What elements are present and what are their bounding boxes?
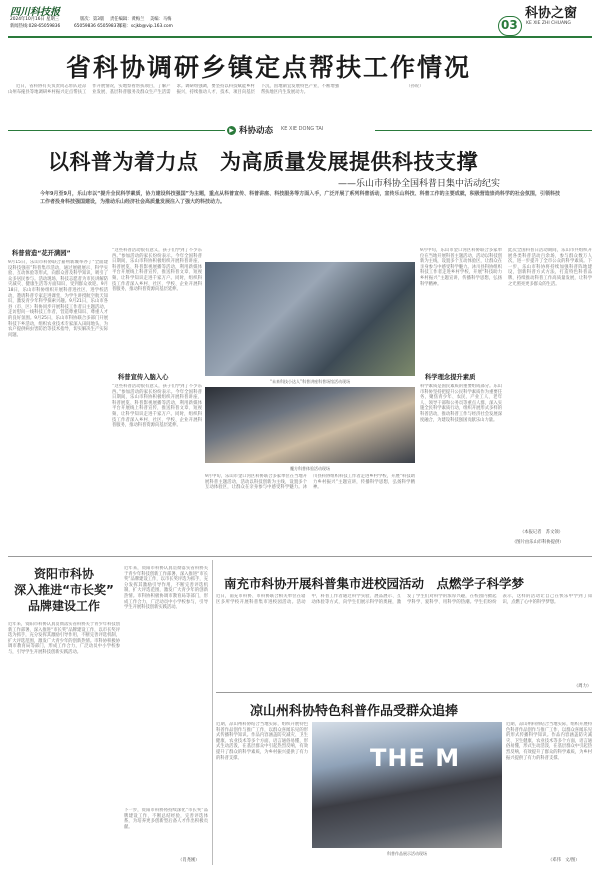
contact-extra: 65059836 65059837 xyxy=(74,24,120,29)
section-pinyin: KE XIE ZHI CHUANG xyxy=(526,21,571,26)
feature-photo-classroom-caption: “未来科技小达人”科普讲座科普场馆活动现场 xyxy=(269,379,351,384)
top-lead-text xyxy=(8,84,592,118)
contact-phone: 新闻热线:028-65059836 xyxy=(10,24,61,29)
masthead-rule xyxy=(8,36,592,38)
feature-intro: 今年9月至9月，乐山市以“提升全民科学素质，协力建设科技强国”为主题，重点从科普宣传、科普讲座、科技服务等方面入手，广泛开展了系列科普活动，宣传乐山科技、科普工作的主要成就，积极营造崇尚科学的社会氛围，引领科技工作者投身科技强国建设，为推动乐山经济社会高质量发展注入了强大的科技动力。 xyxy=(40,191,560,205)
top-headline: 省科协调研乡镇定点帮扶工作情况 xyxy=(66,53,472,82)
feature-under-photos-text: 9月中旬，乐山市金口河区科协联合多家单位在当地开展科普主题活动，活动以科技创新为主线，设置多个互动体验区，让群众在亲身参与中感受科学魅力。沐川县科协组织科技工作者走进乡村学校，开展“科技助力乡村振兴”主题宣讲，传播科学思想，弘扬科学精神。 xyxy=(205,474,415,491)
bottom-left-headline-line3: 品牌建设工作 xyxy=(27,599,100,613)
feature-col4-source: （图片由乐山市科协提供） xyxy=(512,540,564,545)
feature-col3-subhead: 科学理念提升素质 xyxy=(425,374,476,381)
feature-headline: 以科普为着力点 为高质量发展提供科技支撑 xyxy=(48,150,478,174)
feature-photo-cube xyxy=(205,387,415,463)
feature-col4-text: 此次全国科普日活动期间，乐山市共组织开展各类科普活动百余场，参与群众数万人次，进一步提升了全市公众的科学素质。下一步，乐山市科协将持续加强科普阵地建设，创新科普方式方法，打造特色科普品牌，持续推动科普工作高质量发展，让科学之光照亮更多群众的生活。 xyxy=(508,248,592,287)
bottom-right-rule xyxy=(216,692,592,693)
editor-credit: 责任编辑：黄梅兰 xyxy=(110,17,145,22)
section-bar-pinyin: KE XIE DONG TAI xyxy=(281,126,324,132)
feature-col2-text: “这些科普活动很有意义，孩子们学到了不少东西。”参加活动的家长纷纷表示。今年全国科普日期间，乐山市科协积极组织开展科普讲座、科普展览、科普影视展播等活动，利用新媒体平台开展线上科普宣传，推送科普文章、短视频，让科学知识走进千家万户。同时，组织科技工作者深入乡村、社区、学校、企业开展科普服务，推动科普资源向基层延伸。 xyxy=(112,248,202,293)
bottom-left-text-col2: 近年来，资阳市科协认真贯彻落实省科协关于青少年科技创新工作部署，深入推进“市长奖”品牌建设工作，以市长奖评选为抓手，充分发挥其激励引导作用，不断完善评选机制，扩大评选范围，激发广大青少年的创新热情。市科协积极协调市教育局等部门，形成工作合力，广泛动员中小学校参与，引导学生开展科技创新实践活动。 xyxy=(124,566,208,611)
feature-bottom-rule xyxy=(8,556,592,557)
section-bar-label: 科协动态 xyxy=(239,126,274,136)
nanchong-author: （周力） xyxy=(574,684,592,689)
top-lead: 近日，省科协有关负责同志带队赴凉山州布拖县等地调研乡村振兴定点帮扶工作开展情况，实地察看帮扶项目，了解产业发展、基层科普服务及群众生产生活需求。调研组强调，要坚持以科技赋能乡村振兴，持续推动人才、技术、项目向基层下沉，因地制宜发展特色产业，不断增强帮扶地区内生发展动力。 xyxy=(8,84,340,95)
masthead xyxy=(0,0,600,38)
bottom-left-headline xyxy=(8,566,120,614)
feature-photo-classroom xyxy=(205,262,415,376)
liangshan-photo-sign: THE M xyxy=(370,744,461,772)
section-bar xyxy=(225,124,375,137)
liangshan-photo-caption: 科普作品展示活动现场 xyxy=(387,851,427,856)
edition-label: 版次：第3版 xyxy=(80,17,105,22)
designer-credit: 美编：马梅 xyxy=(150,17,172,22)
feature-col1-text: 9月15日，乐山市科协联合嘉州新城举办了“全面建设科技强省”科普集市活动，通过展板展示、科学实验、互动体验等形式，向群众普及科学知识，吸引了众多居民参与。活动现场，科技志愿者为市民讲解防灾减灾、健康生活等方面知识，受到群众欢迎。9月18日，乐山市科协组织开展科普进社区、进学校活动，邀请科普专家走进课堂，为学生讲授航空航天知识，激发青少年科学探索兴趣。9月21日，乐山市各县（市、区）科协同步开展科技工作者日主题活动，走访慰问一线科技工作者，营造尊重知识、尊重人才的良好氛围。9月25日，乐山市科协联合多部门开展科技下乡活动，组织农业技术专家深入田间地头，为农户提供病虫害防治等技术指导，切实解决生产实际问题。 xyxy=(8,260,108,338)
feature-subheadline: ——乐山市科协全国科普日集中活动纪实 xyxy=(338,179,501,189)
nanchong-text: 近日，南充市科协、市科协联合相关单位在辖区多所学校开展科普集市进校园活动。活动中，科普工作者通过科学实验、展品展示、互动体验等方式，向学生们展示科学的奥秘，激发了学生们对科学的浓厚兴趣，在校园内掀起学科学、爱科学、用科学的热潮。学生们纷纷表示，这样的活动让自己在快乐中学到了知识，点燃了心中的科学梦想。 xyxy=(216,594,592,605)
feature-photo-cube-caption: 魔方科普体验活动现场 xyxy=(290,466,330,471)
bottom-divider xyxy=(212,560,213,865)
top-author: （孙锐） xyxy=(406,84,424,89)
liangshan-photo xyxy=(312,722,502,848)
page-number: 03 xyxy=(501,18,518,32)
nanchong-headline: 南充市科协开展科普集市进校园活动 点燃学子科学梦 xyxy=(224,576,525,591)
feature-col3-text: 9月中旬，乐山市金口河区科协联合多家单位在当地开展科普主题活动，活动以科技创新为主线，设置多个互动体验区，让群众在亲身参与中感受科学魅力。沐川县科协组织科技工作者走进乡村学校，开展“科技助力乡村振兴”主题宣讲，传播科学思想，弘扬科学精神。 xyxy=(420,248,502,287)
section-title: 科协之窗 xyxy=(525,6,578,21)
contact-email: 邮箱：scjkb@vip.163.com xyxy=(118,24,173,29)
bottom-left-headline-line2: 深入推进“市长奖” xyxy=(14,583,114,597)
liangshan-author: （邓伟 文/图） xyxy=(548,858,580,863)
liangshan-headline: 凉山州科协特色科普作品受群众追捧 xyxy=(250,704,459,719)
feature-col2-text-more: “这些科普活动很有意义，孩子们学到了不少东西。”参加活动的家长纷纷表示。今年全国科普日期间，乐山市科协积极组织开展科普讲座、科普展览、科普影视展播等活动，利用新媒体平台开展线上科普宣传，推送科普文章、短视频，让科学知识走进千家万户。同时，组织科技工作者深入乡村、社区、学校、企业开展科普服务，推动科普资源向基层延伸。 xyxy=(112,384,202,429)
feature-col1-subhead: 科普营造“花开满园” xyxy=(12,250,71,257)
bottom-left-text: 近年来，资阳市科协认真贯彻落实省科协关于青少年科技创新工作部署，深入推进“市长奖”品牌建设工作，以市长奖评选为抓手，充分发挥其激励引导作用，不断完善评选机制，扩大评选范围，激发广大青少年的创新热情。市科协积极协调市教育局等部门，形成工作合力，广泛动员中小学校参与，引导学生开展科技创新实践活动。 xyxy=(8,622,120,655)
bottom-left-headline-line1: 资阳市科协 xyxy=(33,567,94,581)
bottom-left-text2: 下一步，资阳市科协将持续深化“市长奖”品牌建设工作，不断总结经验，完善评选体系，为培养更多创新型后备人才作出积极贡献。 xyxy=(124,808,208,830)
liangshan-text-left: 近期，凉山州科协结合当地实际，组织开展特色科普作品创作与推广工作，以群众喜闻乐见的形式传播科学知识。作品内容涵盖防灾减灾、卫生健康、农业技术等多个方面，语言通俗易懂，形式生动活泼，在基层群众中引起热烈反响，有效提升了群众的科学素质，为乡村振兴提供了有力的科普支撑。 xyxy=(216,722,308,761)
date-line: 2024年10月16日 星期三 xyxy=(10,17,60,22)
bottom-left-author: （肖尧刚） xyxy=(178,858,200,863)
feature-col4-author: （本报记者 苏文领） xyxy=(520,530,563,535)
feature-col2-subhead: 科普宣传入脑入心 xyxy=(118,374,169,381)
paper-name: 四川科技报 xyxy=(10,7,60,18)
section-bar-icon: ▶ xyxy=(227,126,236,135)
feature-col3-text2: 科学素质是国民素质的重要组成部分。乐山市科协坚持把提升公民科学素质作为重要任务，聚焦青少年、农民、产业工人、老年人、领导干部和公务员等重点人群，深入实施全民科学素质行动，组织开展形式多样的科普活动，推动科普工作与经济社会发展深度融合，为建设科技强国贡献乐山力量。 xyxy=(420,384,502,423)
liangshan-text-right: 近期，凉山州科协结合当地实际，组织开展特色科普作品创作与推广工作，以群众喜闻乐见的形式传播科学知识。作品内容涵盖防灾减灾、卫生健康、农业技术等多个方面，语言通俗易懂，形式生动活泼，在基层群众中引起热烈反响，有效提升了群众的科学素质，为乡村振兴提供了有力的科普支撑。 xyxy=(506,722,592,761)
